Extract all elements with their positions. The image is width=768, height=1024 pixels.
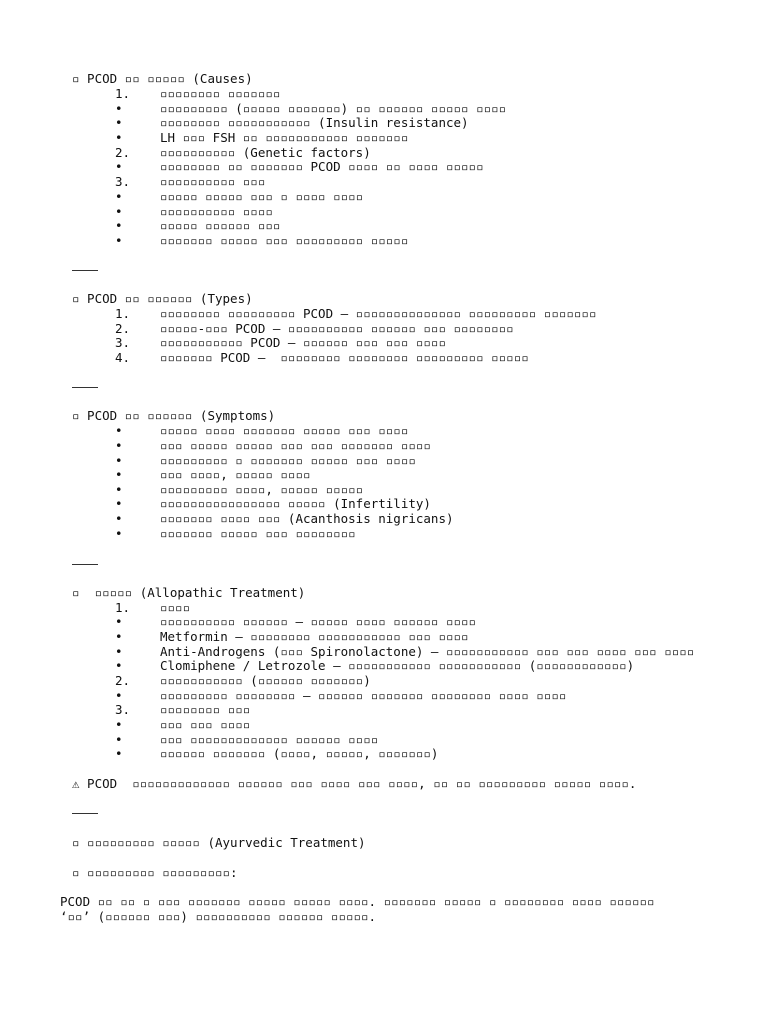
list-item: ▫▫▫▫▫▫▫▫ ▫▫▫: [160, 702, 251, 717]
list-marker: 1.: [115, 86, 131, 101]
types-heading: ▫ PCOD ▫▫ ▫▫▫▫▫▫ (Types): [72, 291, 253, 306]
list-item: ▫▫▫▫▫ ▫▫▫▫ ▫▫▫▫▫▫▫ ▫▫▫▫▫ ▫▫▫ ▫▫▫▫: [160, 423, 409, 438]
list-item: ▫▫▫▫▫▫▫▫ ▫▫▫▫▫▫▫: [160, 86, 281, 101]
list-marker: •: [115, 233, 123, 248]
list-marker: •: [115, 423, 123, 438]
list-marker: 3.: [115, 174, 131, 189]
list-item: ▫▫▫ ▫▫▫▫▫▫▫▫▫▫▫▫▫ ▫▫▫▫▫▫ ▫▫▫▫: [160, 732, 379, 747]
list-marker: •: [115, 717, 123, 732]
list-item: ▫▫▫▫▫▫▫▫▫▫ ▫▫▫▫: [160, 204, 273, 219]
list-item: Clomiphene / Letrozole – ▫▫▫▫▫▫▫▫▫▫▫ ▫▫▫▫▫▫▫▫▫▫▫ (▫▫▫▫▫▫▫▫▫▫▫▫): [160, 658, 635, 673]
list-item: ▫▫▫▫▫▫ ▫▫▫▫▫▫▫ (▫▫▫▫, ▫▫▫▫▫, ▫▫▫▫▫▫▫): [160, 746, 439, 761]
list-item: ▫▫▫▫▫▫▫▫▫▫ ▫▫▫▫▫▫ – ▫▫▫▫▫ ▫▫▫▫ ▫▫▫▫▫▫ ▫▫▫▫: [160, 614, 477, 629]
list-item: ▫▫▫▫▫▫▫ ▫▫▫▫▫ ▫▫▫ ▫▫▫▫▫▫▫▫: [160, 526, 356, 541]
list-marker: 3.: [115, 335, 131, 350]
list-item: ▫▫▫▫: [160, 600, 191, 615]
list-item: ▫▫▫▫▫▫▫▫▫ ▫ ▫▫▫▫▫▫▫ ▫▫▫▫▫ ▫▫▫ ▫▫▫▫: [160, 453, 416, 468]
list-item: ▫▫▫▫▫▫▫▫▫▫ (Genetic factors): [160, 145, 371, 160]
list-item: ▫▫▫▫▫▫▫▫▫▫▫ PCOD – ▫▫▫▫▫▫ ▫▫▫ ▫▫▫ ▫▫▫▫: [160, 335, 446, 350]
list-item: ▫▫▫ ▫▫▫ ▫▫▫▫: [160, 717, 251, 732]
ayurvedic-subheading: ▫ ▫▫▫▫▫▫▫▫▫ ▫▫▫▫▫▫▫▫▫:: [72, 865, 238, 880]
list-item: ▫▫▫▫▫▫▫▫ ▫▫▫▫▫▫▫▫▫ PCOD – ▫▫▫▫▫▫▫▫▫▫▫▫▫▫ ▫▫▫▫▫▫▫▫▫ ▫▫▫▫▫▫▫: [160, 306, 597, 321]
list-marker: 2.: [115, 321, 131, 336]
list-item: ▫▫▫▫▫ ▫▫▫▫▫▫ ▫▫▫: [160, 218, 281, 233]
list-marker: •: [115, 658, 123, 673]
list-marker: •: [115, 130, 123, 145]
list-marker: 4.: [115, 350, 131, 365]
list-marker: •: [115, 189, 123, 204]
list-marker: •: [115, 453, 123, 468]
list-marker: •: [115, 688, 123, 703]
list-marker: •: [115, 526, 123, 541]
list-item: ▫▫▫▫▫▫▫▫ ▫▫▫▫▫▫▫▫▫▫▫ (Insulin resistance): [160, 115, 469, 130]
list-marker: •: [115, 614, 123, 629]
list-item: ▫▫▫▫▫▫▫▫ ▫▫ ▫▫▫▫▫▫▫ PCOD ▫▫▫▫ ▫▫ ▫▫▫▫ ▫▫▫▫▫: [160, 159, 484, 174]
causes-heading: ▫ PCOD ▫▫ ▫▫▫▫▫ (Causes): [72, 71, 253, 86]
list-marker: •: [115, 644, 123, 659]
list-marker: •: [115, 115, 123, 130]
list-marker: 2.: [115, 145, 131, 160]
ayurvedic-paragraph-line-2: ‘▫▫’ (▫▫▫▫▫▫ ▫▫▫) ▫▫▫▫▫▫▫▫▫▫ ▫▫▫▫▫▫ ▫▫▫▫▫.: [60, 909, 377, 924]
list-item: ▫▫▫▫▫▫▫▫▫ (▫▫▫▫▫ ▫▫▫▫▫▫▫) ▫▫ ▫▫▫▫▫▫ ▫▫▫▫▫ ▫▫▫▫: [160, 101, 507, 116]
list-item: Metformin – ▫▫▫▫▫▫▫▫ ▫▫▫▫▫▫▫▫▫▫▫ ▫▫▫ ▫▫▫▫: [160, 629, 469, 644]
list-marker: •: [115, 218, 123, 233]
list-marker: •: [115, 496, 123, 511]
list-item: ▫▫▫ ▫▫▫▫▫ ▫▫▫▫▫ ▫▫▫ ▫▫▫ ▫▫▫▫▫▫▫ ▫▫▫▫: [160, 438, 431, 453]
list-item: Anti-Androgens (▫▫▫ Spironolactone) – ▫▫▫▫▫▫▫▫▫▫▫ ▫▫▫ ▫▫▫ ▫▫▫▫ ▫▫▫ ▫▫▫▫: [160, 644, 695, 659]
section-divider: [72, 813, 98, 814]
list-marker: •: [115, 438, 123, 453]
list-item: ▫▫▫▫▫-▫▫▫ PCOD – ▫▫▫▫▫▫▫▫▫▫ ▫▫▫▫▫▫ ▫▫▫ ▫▫▫▫▫▫▫▫: [160, 321, 514, 336]
list-item: ▫▫▫▫▫▫▫▫▫▫▫ (▫▫▫▫▫▫ ▫▫▫▫▫▫▫): [160, 673, 371, 688]
warning-note: ⚠ PCOD ▫▫▫▫▫▫▫▫▫▫▫▫▫ ▫▫▫▫▫▫ ▫▫▫ ▫▫▫▫ ▫▫▫ ▫▫▫▫, ▫▫ ▫▫ ▫▫▫▫▫▫▫▫▫ ▫▫▫▫▫ ▫▫▫▫.: [72, 776, 637, 791]
list-item: ▫▫▫▫▫▫▫▫▫▫▫▫▫▫▫▫ ▫▫▫▫▫ (Infertility): [160, 496, 431, 511]
list-item: LH ▫▫▫ FSH ▫▫ ▫▫▫▫▫▫▫▫▫▫▫ ▫▫▫▫▫▫▫: [160, 130, 409, 145]
list-marker: 1.: [115, 306, 131, 321]
allopathic-heading: ▫ ▫▫▫▫▫ (Allopathic Treatment): [72, 585, 306, 600]
ayurvedic-paragraph-line-1: PCOD ▫▫ ▫▫ ▫ ▫▫▫ ▫▫▫▫▫▫▫ ▫▫▫▫▫ ▫▫▫▫▫ ▫▫▫▫. ▫▫▫▫▫▫▫ ▫▫▫▫▫ ▫ ▫▫▫▫▫▫▫▫ ▫▫▫▫ ▫▫▫▫▫▫: [60, 894, 655, 909]
list-item: ▫▫▫▫▫▫▫▫▫ ▫▫▫▫▫▫▫▫ – ▫▫▫▫▫▫ ▫▫▫▫▫▫▫ ▫▫▫▫▫▫▫▫ ▫▫▫▫ ▫▫▫▫: [160, 688, 567, 703]
section-divider: [72, 270, 98, 271]
section-divider: [72, 387, 98, 388]
list-marker: •: [115, 746, 123, 761]
list-marker: •: [115, 101, 123, 116]
list-item: ▫▫▫▫▫▫▫▫▫▫ ▫▫▫: [160, 174, 266, 189]
list-item: ▫▫▫ ▫▫▫▫, ▫▫▫▫▫ ▫▫▫▫: [160, 467, 311, 482]
list-marker: 3.: [115, 702, 131, 717]
list-item: ▫▫▫▫▫▫▫ ▫▫▫▫ ▫▫▫ (Acanthosis nigricans): [160, 511, 454, 526]
section-divider: [72, 564, 98, 565]
list-marker: •: [115, 732, 123, 747]
list-marker: 1.: [115, 600, 131, 615]
list-item: ▫▫▫▫▫ ▫▫▫▫▫ ▫▫▫ ▫ ▫▫▫▫ ▫▫▫▫: [160, 189, 364, 204]
list-marker: •: [115, 204, 123, 219]
list-marker: •: [115, 467, 123, 482]
list-item: ▫▫▫▫▫▫▫ PCOD – ▫▫▫▫▫▫▫▫ ▫▫▫▫▫▫▫▫ ▫▫▫▫▫▫▫▫▫ ▫▫▫▫▫: [160, 350, 529, 365]
list-item: ▫▫▫▫▫▫▫ ▫▫▫▫▫ ▫▫▫ ▫▫▫▫▫▫▫▫▫ ▫▫▫▫▫: [160, 233, 409, 248]
list-marker: •: [115, 159, 123, 174]
symptoms-heading: ▫ PCOD ▫▫ ▫▫▫▫▫▫ (Symptoms): [72, 408, 276, 423]
list-marker: 2.: [115, 673, 131, 688]
list-marker: •: [115, 482, 123, 497]
list-marker: •: [115, 511, 123, 526]
list-marker: •: [115, 629, 123, 644]
ayurvedic-heading: ▫ ▫▫▫▫▫▫▫▫▫ ▫▫▫▫▫ (Ayurvedic Treatment): [72, 835, 366, 850]
list-item: ▫▫▫▫▫▫▫▫▫ ▫▫▫▫, ▫▫▫▫▫ ▫▫▫▫▫: [160, 482, 364, 497]
